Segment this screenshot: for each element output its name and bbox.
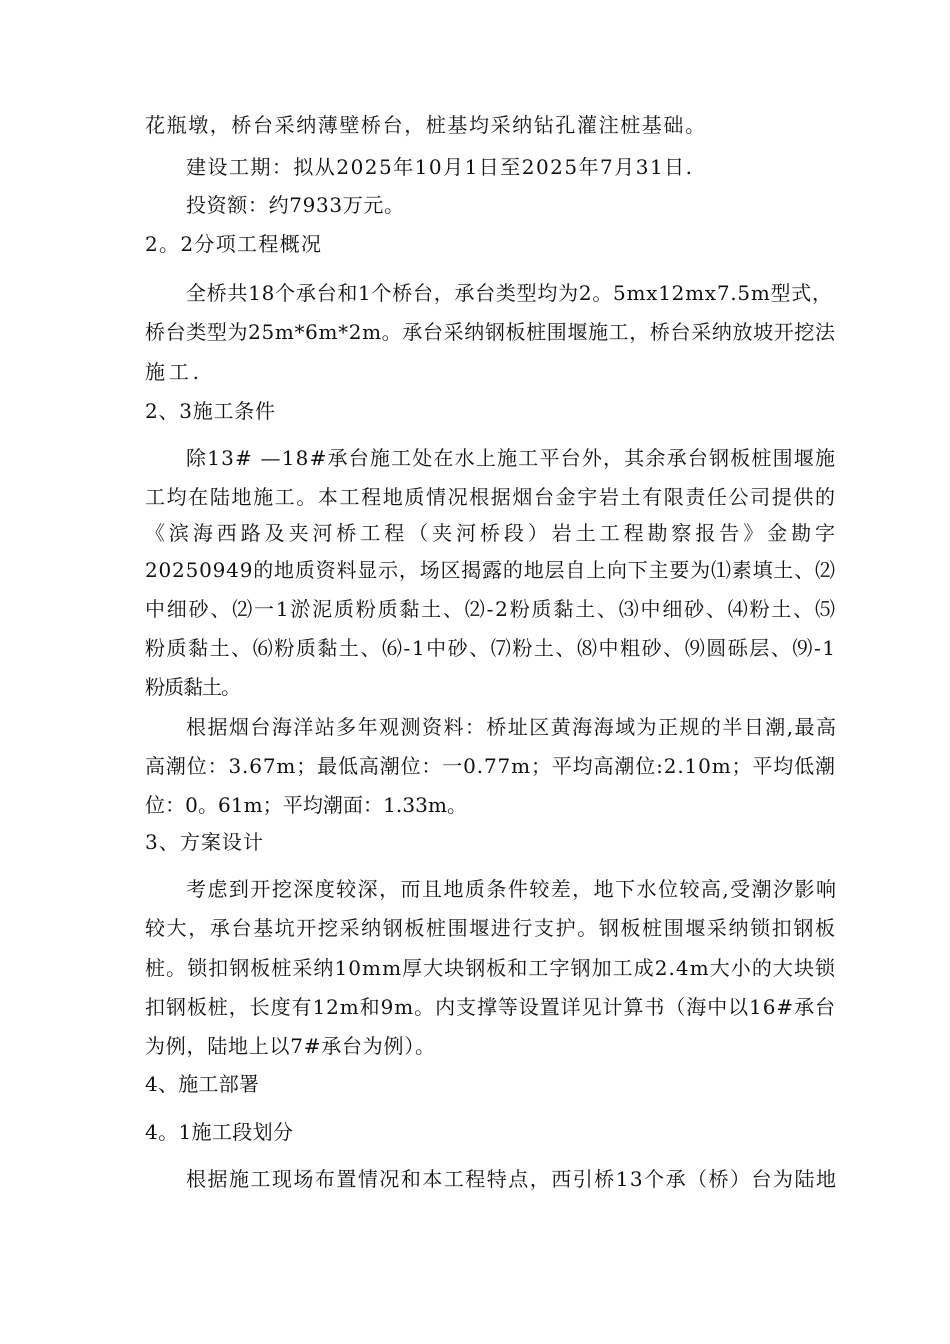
paragraph-line: 20250949的地质资料显示，场区揭露的地层自上向下主要为⑴素填土、⑵	[145, 558, 836, 582]
paragraph-line: 根据施工现场布置情况和本工程特点，西引桥13个承（桥）台为陆地	[186, 1167, 838, 1191]
section-heading-4-1: 4。1施工段划分	[145, 1120, 294, 1144]
paragraph-line: 考虑到开挖深度较深，而且地质条件较差，地下水位较高,受潮汐影响	[186, 877, 838, 901]
paragraph-line: 桩。锁扣钢板桩采纳10mm厚大块钢板和工字钢加工成2.4m大小的大块锁	[145, 956, 837, 980]
paragraph-line: 高潮位：3.67m；最低高潮位：一0.77m；平均高潮位:2.10m；平均低潮	[145, 754, 836, 778]
paragraph-line: 根据烟台海洋站多年观测资料：桥址区黄海海域为正规的半日潮,最高	[186, 715, 838, 739]
paragraph-line: 粉质黏土。	[145, 675, 240, 699]
paragraph-line: 为例，陆地上以7#承台为例）。	[145, 1034, 436, 1058]
paragraph-line: 中细砂、⑵一1淤泥质粉质黏土、⑵-2粉质黏土、⑶中细砂、⑷粉土、⑸	[145, 597, 837, 621]
paragraph-line: 桥台类型为25m*6m*2m。承台采纳钢板桩围堰施工，桥台采纳放坡开挖法	[145, 320, 836, 344]
paragraph-line: 施工.	[145, 360, 203, 384]
section-heading-2-3: 2、3施工条件	[145, 399, 276, 423]
paragraph-line: 粉质黏土、⑹粉质黏土、⑹-1中砂、⑺粉土、⑻中粗砂、⑼圆砾层、⑼-1	[145, 636, 837, 660]
paragraph-line: 《滨海西路及夹河桥工程（夹河桥段）岩土工程勘察报告》金勘字	[145, 521, 839, 545]
investment-line: 投资额：约7933万元。	[186, 193, 405, 217]
section-heading-3: 3、方案设计	[145, 830, 265, 854]
paragraph-line: 位：0。61m；平均潮面：1.33m。	[145, 793, 468, 817]
paragraph-line: 工均在陆地施工。本工程地质情况根据烟台金宇岩土有限责任公司提供的	[145, 485, 837, 509]
section-heading-2-2: 2。2分项工程概况	[145, 232, 323, 256]
paragraph-line: 全桥共18个承台和1个桥台，承台类型均为2。5mx12mx7.5m型式，	[186, 281, 833, 305]
construction-period-line: 建设工期：拟从2025年10月1日至2025年7月31日.	[186, 155, 694, 179]
section-heading-4: 4、施工部署	[145, 1072, 260, 1096]
paragraph-line: 较大，承台基坑开挖采纳钢板桩围堰进行支护。钢板桩围堰采纳锁扣钢板	[145, 916, 837, 940]
paragraph-line: 除13# —18#承台施工处在水上施工平台外，其余承台钢板桩围堰施	[186, 446, 837, 470]
paragraph-line: 扣钢板桩，长度有12m和9m。内支撑等设置详见计算书（海中以16#承台	[145, 995, 836, 1019]
paragraph-line: 花瓶墩，桥台采纳薄壁桥台，桩基均采纳钻孔灌注桩基础。	[145, 113, 707, 137]
